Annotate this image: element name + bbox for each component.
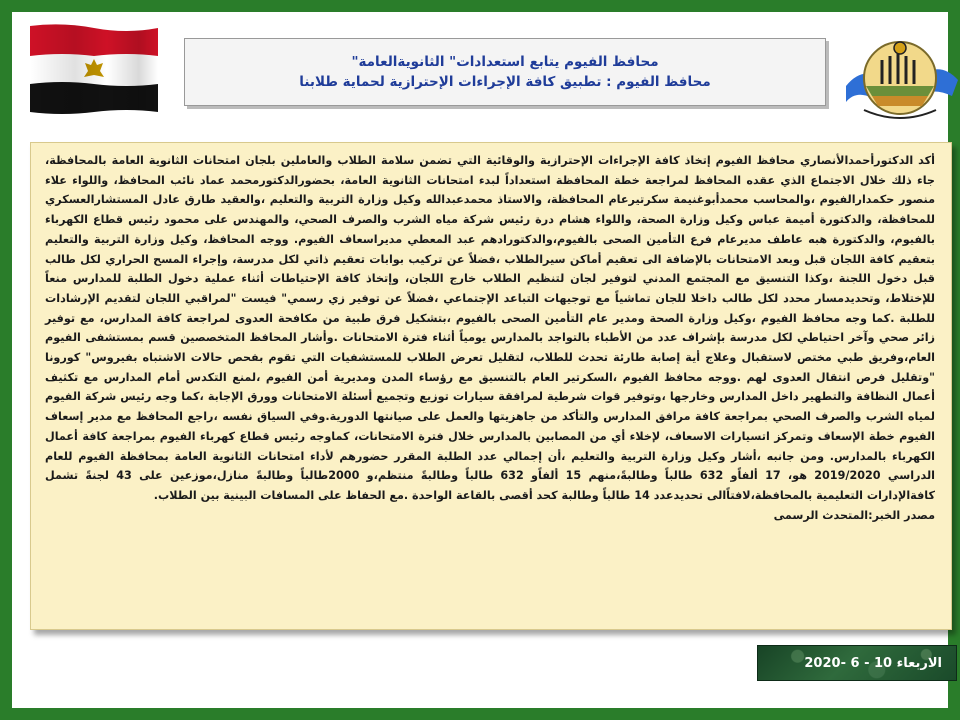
article-source: مصدر الخبر:المتحدث الرسمى [773, 508, 935, 522]
headline-line-1: محافظ الفيوم يتابع استعدادات" الثانويةالعامة" [351, 54, 659, 70]
article-body: أكد الدكتورأحمدالأنصاري محافظ الفيوم إتخاذ كافة الإجراءات الإحترازية والوقائية التي تضمن سلامة الطلاب والعاملين بلجان امتحانات الثانوية العامة بالمحافظة، جاء ذلك خلال الاجتماع الذي عقده المحافظ لمراجعة خطة المحافظة استعداداً لبدء امتحانات الثانوية العامة، بحضورالدكتورمحمد عماد نائب المحافظ، واللواء علاء منصور حكمدارالفيوم ،والمحاسب محمدأبوغنيمة سكرتيرعام المحافظة، والاستاذ محمدعبدالله وكيل وزارة التربية والتعليم ،والعقيد طارق عادل المستشارالعسكري للمحافظة، والدكتورة أميمة عباس وكيل وزارة الصحة، واللواء هشام درة رئيس شركة مياه الشرب والصرف الصحي، والمهندس على محمود رئيس قطاع الكهرباء بالفيوم، والدكتورة هبه عاطف مديرعام فرع التأمين الصحى بالفيوم،والدكتورادهم عبد المعطي مديراسعاف الفيوم. ووجه المحافظ، وكيل وزارة التربية والتعليم بتعقيم كافة اللجان قبل وبعد الامتحانات بالإضافة الى تعقيم أماكن سيرالطلاب ،فضلاً عن تركيب بوابات تعقيم ذاتي لكل مدرسة، وإجراء المسح الحراري لكل طالب قبل دخول اللجنة ،وكذا التنسيق مع المجتمع المدني لتوفير لجان لتنظيم الطلاب خارج اللجان، وإتخاذ كافة الإحتياطات أثناء عملية دخول الطلبة للمدارس منعاً للإختلاط، وتحديدمسار محدد لكل طالب داخلا للجان تماشياً مع توجيهات التباعد الإجتماعي ،فضلاً عن توفير زي رسمي" فيست "لمراقبي اللجان لتقديم الإرشادات للطلبة .كما وجه محافظ الفيوم ،وكيل وزارة الصحة ومدير عام التأمين الصحى بالفيوم ،بتشكيل فرق طبية من مكافحة العدوى لمراجعة كافة المدارس، مع توفير زائر صحي وآخر احتياطي لكل مدرسة بإشراف عدد من الأطباء بالتواجد بالمدارس يومياً أثناء فترة الامتحانات .وأشار المحافظ المتخصصين قسم بمستشفى الفيوم العام،وفريق طبي مختص لاستقبال وعلاج أية إصابة طارئة تحدث للطلاب، لتقليل تعرض الطلاب للمستشفيات التي تقوم بفحص حالات الاشتباه بفيروس" كورونا "وتقليل فرص انتقال العدوى لهم .ووجه محافظ الفيوم ،السكرتير العام بالتنسيق مع رؤساء المدن ومديرية أمن الفيوم ،لمنع التكدس أمام المدارس مع تكثيف أعمال النظافة والتطهير داخل المدارس وخارجها ،وتوفير قوات شرطية لمرافقة سيارات توزيع وتجميع أسئلة الامتحانات وورق الإجابة ،كما وجه رئيس شركة الفيوم لمياه الشرب والصرف الصحي بمراجعة كافة مرافق المدارس والتأكد من جاهزيتها والعمل على صيانتها الدورية.وفي السياق نفسه ،راجع المحافظ مع مدير إسعاف الفيوم خطة الإسعاف وتمركز اتسيارات الاسعاف، لإخلاء أي من المصابين بالمدارس خلال فترة الامتحانات، كماوجه رئيس قطاع كهرباء الفيوم بمراجعة كافة أعمال الكهرباء بالمدارس. ومن جانبه ،أشار وكيل وزارة التربية والتعليم ،أن إجمالي عدد الطلبة المقرر حضورهم لأداء امتحانات الثانوية العامة بمحافظة الفيوم للعام الدراسي 2019/2020 هو، 17 ألفاًو 632 طالباً وطالبةً،منهم 15 ألفاًو 632 طالباً وطالبةً منتظم،و 2000طالباً وطالبةً منازل،موزعين على 43 لجنةً تشمل كافةالإدارات التعليمية بالمحافظة،لافتاًالى تحديدعدد 14 طالباً وطالبة كحد أقصى بالقاعة الواحدة .مع الحفاظ على المسافات البينية بين الطلاب. [45, 154, 935, 502]
headline-box [184, 38, 826, 106]
fayoum-governorate-logo-icon [842, 26, 960, 136]
news-article [30, 142, 952, 630]
date-banner [757, 645, 957, 681]
publication-date: الاربعاء 10 - 6 -2020 [804, 655, 942, 671]
page-canvas [12, 12, 948, 708]
headline-line-2: محافظ الفيوم : تطبيق كافة الإجراءات الإحترازية لحماية طلابنا [299, 74, 711, 90]
egypt-flag-icon [28, 22, 160, 118]
